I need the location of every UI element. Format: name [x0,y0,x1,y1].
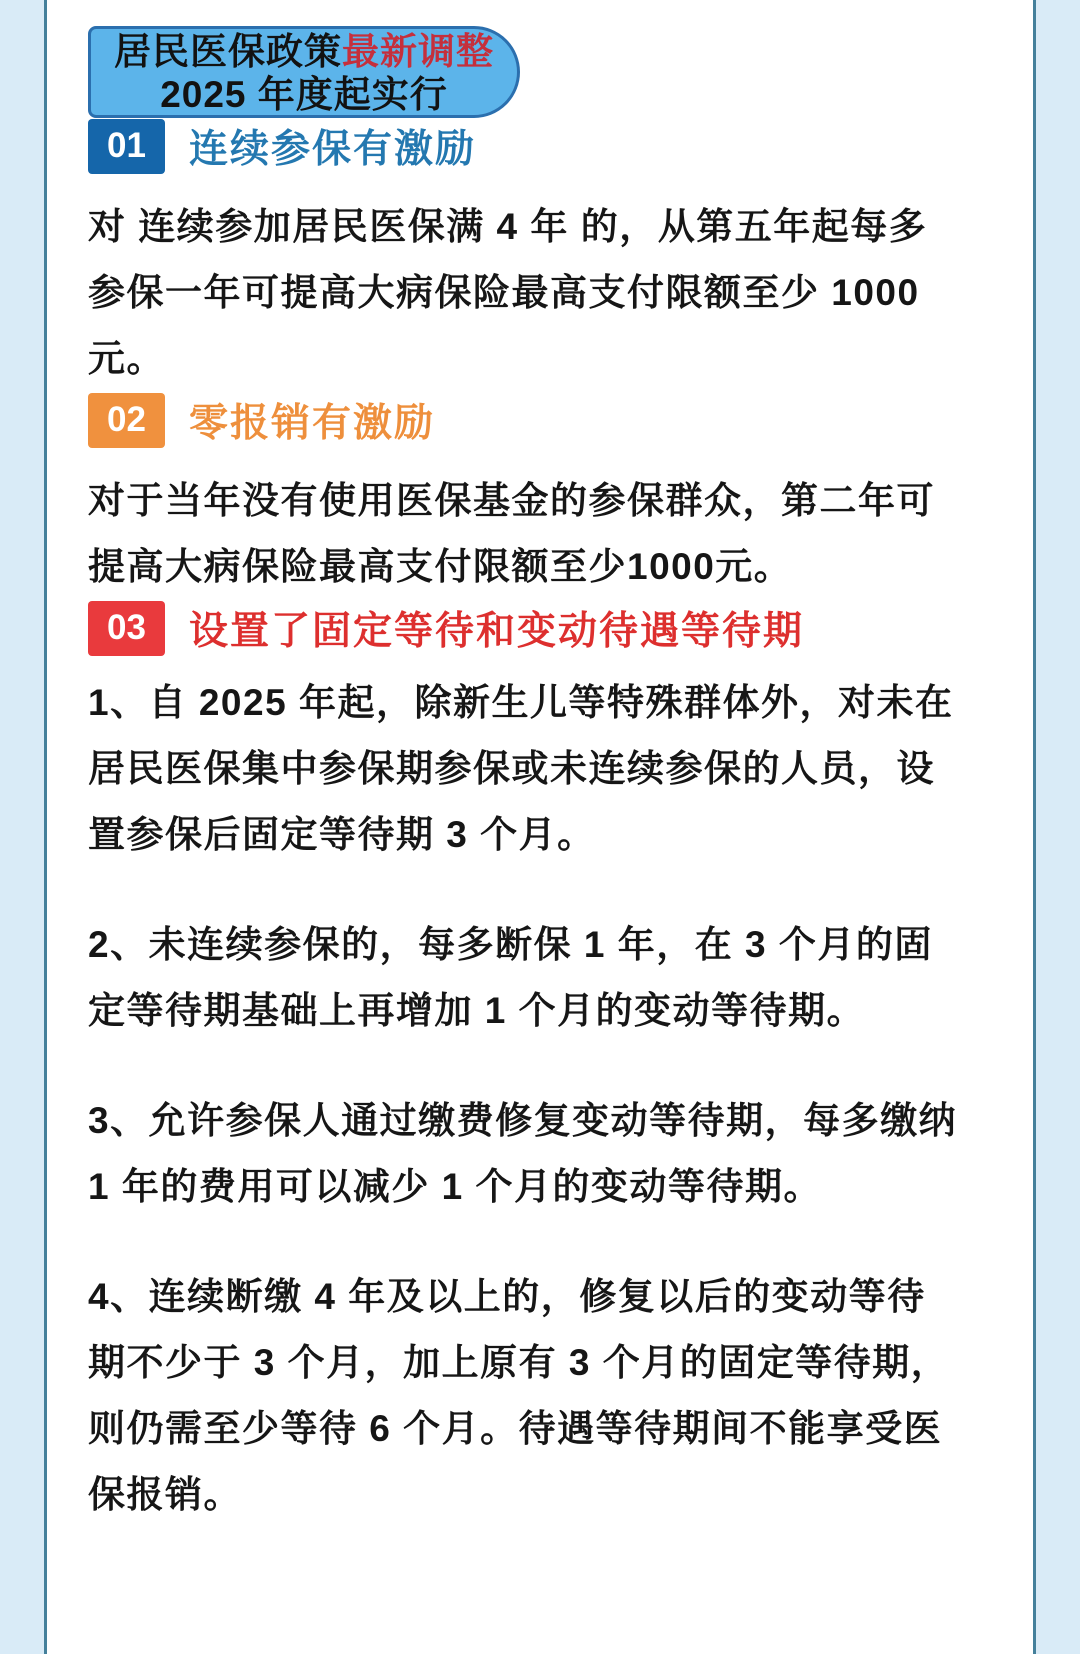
page-title [91,30,517,73]
section-03-header [88,600,963,656]
section-02-heading: 零报销有激励 [189,402,436,445]
page-subtitle: 2025 年度起实行 [160,74,448,115]
section-03 [88,600,963,1528]
section-03-paragraph-3: 3、允许参保人通过缴费修复变动等待期，每多缴纳 1 年的费用可以减少 1 个月的变动等待期。 [88,1100,958,1207]
title-black: 居民医保政策 [114,31,342,72]
section-03-heading: 设置了固定等待和变动待遇等待期 [189,610,805,653]
header-banner [88,26,520,118]
section-01-heading: 连续参保有激励 [189,128,477,171]
section-03-paragraph-2: 2、未连续参保的，每多断保 1 年，在 3 个月的固定等待期基础上再增加 1 个月的变动等待期。 [88,924,933,1031]
section-01-header [88,118,963,174]
title-highlight: 最新调整 [342,31,494,72]
section-01-number-badge: 01 [88,119,165,174]
section-01 [88,118,963,392]
section-01-paragraph: 对 连续参加居民医保满 4 年 的，从第五年起每多参保一年可提高大病保险最高支付限额至少 1000 元。 [88,206,928,379]
section-02-header [88,392,963,448]
section-03-paragraph-1: 1、自 2025 年起，除新生儿等特殊群体外，对未在居民医保集中参保期参保或未连续参保的人员，设置参保后固定等待期 3 个月。 [88,682,954,855]
section-02-number-badge: 02 [88,393,165,448]
section-02 [88,392,963,600]
content-panel [44,0,1036,1654]
section-02-paragraph: 对于当年没有使用医保基金的参保群众，第二年可提高大病保险最高支付限额至少1000元。 [88,480,935,587]
section-03-number-badge: 03 [88,601,165,656]
section-03-paragraph-4: 4、连续断缴 4 年及以上的，修复以后的变动等待期不少于 3 个月，加上原有 3 个月的固定等待期，则仍需至少等待 6 个月。待遇等待期间不能享受医保报销。 [88,1276,950,1515]
